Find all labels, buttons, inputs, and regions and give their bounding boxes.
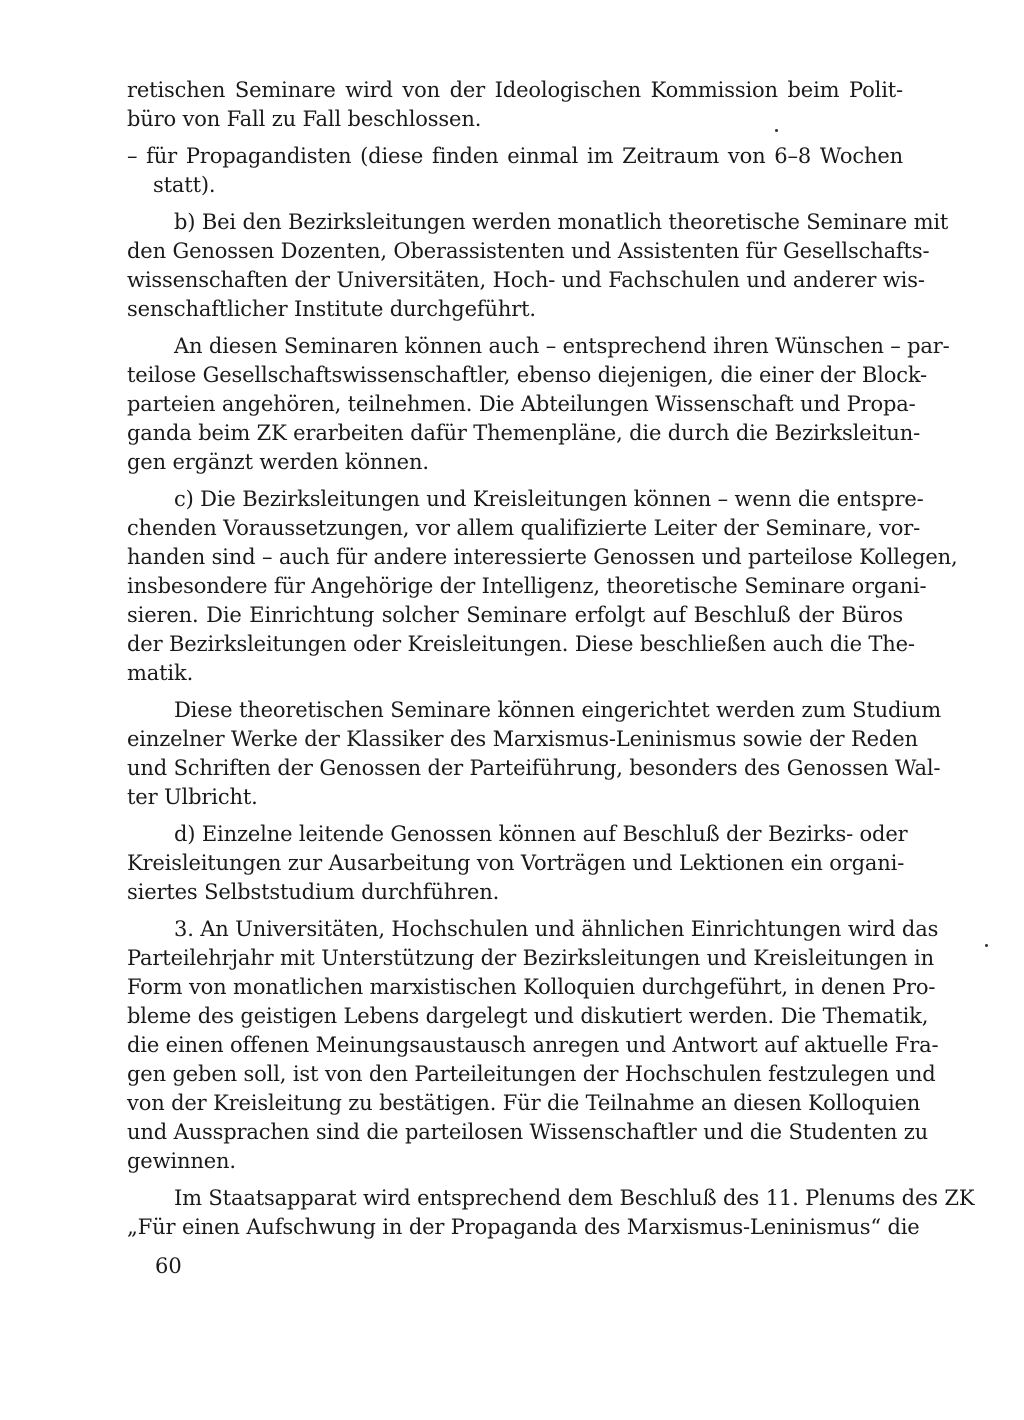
text-line: „Für einen Aufschwung in der Propaganda des Marxismus-Leninismus“ die bbox=[127, 1215, 920, 1239]
text-line: – für Propagandisten (diese finden einmal im Zeitraum von 6–8 Wochen bbox=[127, 144, 903, 168]
text-line: siertes Selbststudium durchführen. bbox=[127, 880, 500, 904]
text-line: bleme des geistigen Lebens dargelegt und diskutiert werden. Die Thematik, bbox=[127, 1004, 929, 1028]
text-line: von der Kreisleitung zu bestätigen. Für die Teilnahme an diesen Kolloquien bbox=[127, 1091, 921, 1115]
text-line: chenden Voraussetzungen, vor allem qualifizierte Leiter der Seminare, vor- bbox=[127, 516, 921, 540]
print-speck bbox=[985, 944, 988, 947]
text-line: b) Bei den Bezirksleitungen werden monatlich theoretische Seminare mit bbox=[174, 210, 949, 234]
page-number: 60 bbox=[155, 1254, 182, 1278]
print-speck bbox=[775, 129, 778, 132]
text-line: die einen offenen Meinungsaustausch anregen und Antwort auf aktuelle Fra- bbox=[127, 1033, 939, 1057]
text-line: matik. bbox=[127, 661, 194, 685]
text-line: 3. An Universitäten, Hochschulen und ähnlichen Einrichtungen wird das bbox=[174, 917, 939, 941]
text-line: Form von monatlichen marxistischen Kolloquien durchgeführt, in denen Pro- bbox=[127, 975, 936, 999]
text-line: An diesen Seminaren können auch – entsprechend ihren Wünschen – par- bbox=[174, 334, 950, 358]
text-line: Im Staatsapparat wird entsprechend dem Beschluß des 11. Plenums des ZK bbox=[174, 1186, 975, 1210]
text-line: c) Die Bezirksleitungen und Kreisleitungen können – wenn die entspre- bbox=[174, 487, 924, 511]
text-line: parteien angehören, teilnehmen. Die Abteilungen Wissenschaft und Propa- bbox=[127, 392, 916, 416]
text-line: Kreisleitungen zur Ausarbeitung von Vorträgen und Lektionen ein organi- bbox=[127, 851, 905, 875]
text-line: wissenschaften der Universitäten, Hoch- und Fachschulen und anderer wis- bbox=[127, 268, 925, 292]
text-line: handen sind – auch für andere interessierte Genossen und parteilose Kollegen, bbox=[127, 545, 958, 569]
text-line: den Genossen Dozenten, Oberassistenten und Assistenten für Gesellschafts- bbox=[127, 239, 930, 263]
text-line: der Bezirksleitungen oder Kreisleitungen. Diese beschließen auch die The- bbox=[127, 632, 915, 656]
text-line: retischen Seminare wird von der Ideologischen Kommission beim Polit- bbox=[127, 78, 903, 102]
text-line: und Aussprachen sind die parteilosen Wissenschaftler und die Studenten zu bbox=[127, 1120, 929, 1144]
text-line: teilose Gesellschaftswissenschaftler, ebenso diejenigen, die einer der Block- bbox=[127, 363, 927, 387]
text-line: Diese theoretischen Seminare können eingerichtet werden zum Studium bbox=[174, 698, 942, 722]
text-line: gewinnen. bbox=[127, 1149, 236, 1173]
text-line: d) Einzelne leitende Genossen können auf Beschluß der Bezirks- oder bbox=[174, 822, 908, 846]
text-line: büro von Fall zu Fall beschlossen. bbox=[127, 107, 482, 131]
text-line: gen geben soll, ist von den Parteileitungen der Hochschulen festzulegen und bbox=[127, 1062, 936, 1086]
text-line: insbesondere für Angehörige der Intelligenz, theoretische Seminare organi- bbox=[127, 574, 927, 598]
text-line: und Schriften der Genossen der Parteiführung, besonders des Genossen Wal- bbox=[127, 756, 941, 780]
body-text bbox=[127, 76, 975, 1242]
text-line: sieren. Die Einrichtung solcher Seminare erfolgt auf Beschluß der Büros bbox=[127, 603, 903, 627]
text-line: gen ergänzt werden können. bbox=[127, 450, 429, 474]
text-line: ganda beim ZK erarbeiten dafür Themenpläne, die durch die Bezirksleitun- bbox=[127, 421, 921, 445]
text-line: senschaftlicher Institute durchgeführt. bbox=[127, 297, 536, 321]
text-line: statt). bbox=[153, 173, 216, 197]
text-line: Parteilehrjahr mit Unterstützung der Bezirksleitungen und Kreisleitungen in bbox=[127, 946, 935, 970]
text-line: ter Ulbricht. bbox=[127, 785, 258, 809]
text-line: einzelner Werke der Klassiker des Marxismus-Leninismus sowie der Reden bbox=[127, 727, 918, 751]
